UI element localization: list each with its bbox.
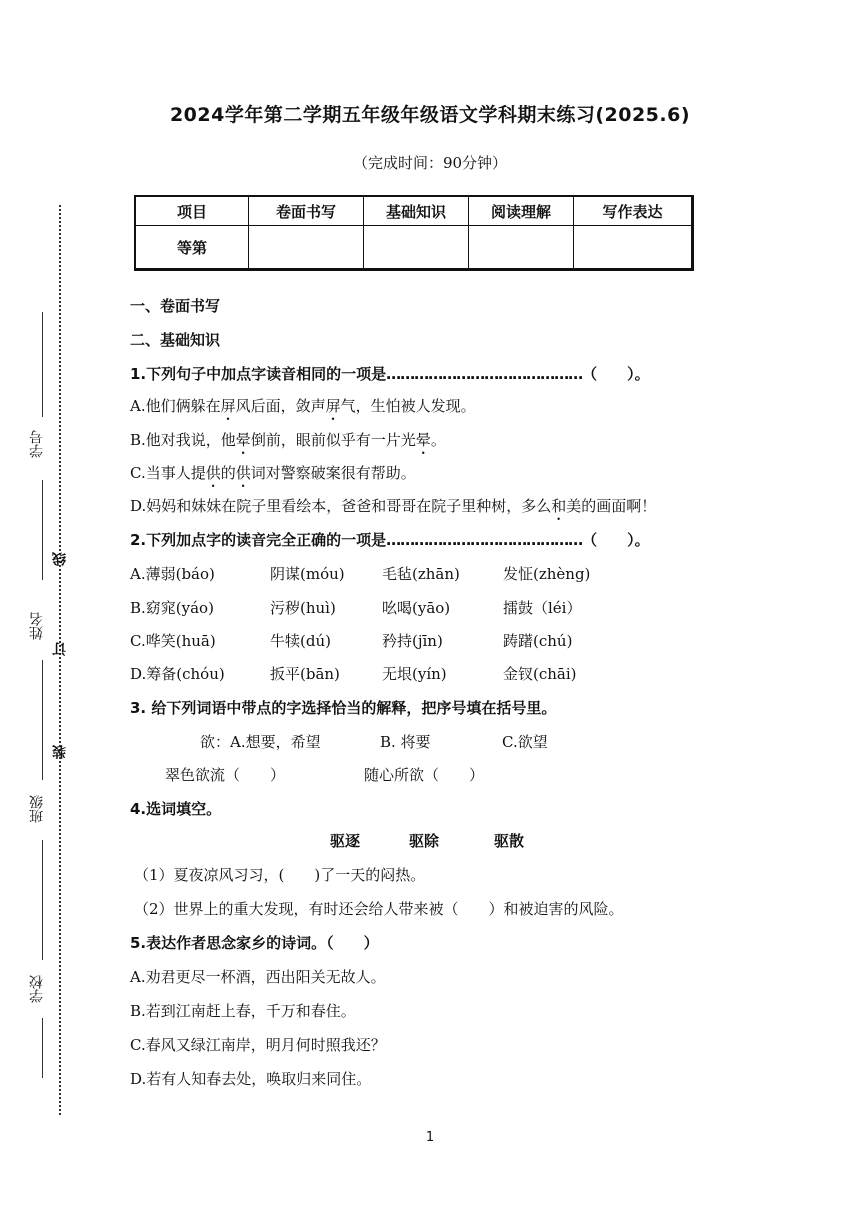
pinyin-item: A.薄弱(báo) xyxy=(130,565,215,583)
question-stem: 4.选词填空。 xyxy=(130,800,222,818)
label-student-id: 学号 xyxy=(29,430,45,458)
fill-item[interactable]: 随心所欲（ ） xyxy=(364,766,485,784)
dotted-char: 晕 xyxy=(415,431,431,449)
dotted-char: 和 xyxy=(551,497,567,515)
field-line-student-id-2 xyxy=(42,480,43,580)
pinyin-item: D.筹备(chóu) xyxy=(130,665,225,683)
exam-time: （完成时间：90分钟） xyxy=(352,154,508,172)
binding-mark-staple: 订 xyxy=(52,642,68,656)
pinyin-item: 吆喝(yāo) xyxy=(382,599,451,617)
word-choice: 驱散 xyxy=(494,832,525,850)
stem-text: 2.下列加点字的读音完全正确的一项是 xyxy=(130,531,387,549)
dotted-char: 供 xyxy=(235,464,251,482)
section-heading: 二、基础知识 xyxy=(130,331,221,349)
option-d: D.若有人知春去处，唤取归来同住。 xyxy=(130,1070,372,1088)
header-cell: 基础知识 xyxy=(364,196,469,226)
label-class: 班级 xyxy=(29,795,45,823)
option-text: 气，生怕被人发现。 xyxy=(340,397,476,415)
pinyin-item: 矜持(jīn) xyxy=(382,632,443,650)
label-school: 学校 xyxy=(29,975,45,1003)
option-text: B.他对我说，他 xyxy=(130,431,236,449)
option-a: A.劝君更尽一杯酒，西出阳关无故人。 xyxy=(130,968,386,986)
dot-leader: …………………………………… xyxy=(386,365,583,383)
stem-text: 1.下列句子中加点字读音相同的一项是 xyxy=(130,365,387,383)
pinyin-item: 擂鼓（léi） xyxy=(503,599,582,617)
pinyin-item: 牛犊(dú) xyxy=(270,632,331,650)
field-line-name xyxy=(42,660,43,780)
option-text: 。 xyxy=(430,431,446,449)
binding-mark-line: 线 xyxy=(52,552,68,566)
pinyin-item: 金钗(chāi) xyxy=(503,665,577,683)
definition: 欲：A.想要，希望 xyxy=(200,733,321,751)
pinyin-item: 阴谋(móu) xyxy=(270,565,345,583)
page-number: 1 xyxy=(425,1130,435,1145)
grade-table xyxy=(134,195,694,271)
dotted-char: 屏 xyxy=(220,397,236,415)
header-cell: 项目 xyxy=(135,196,249,226)
pinyin-item: 扳平(bān) xyxy=(270,665,340,683)
grade-cell[interactable] xyxy=(364,226,469,270)
grade-cell[interactable] xyxy=(469,226,574,270)
dot-leader: …………………………………… xyxy=(386,531,583,549)
pinyin-item: 污秽(huì) xyxy=(270,599,336,617)
option-text: 词对警察破案很有帮助。 xyxy=(250,464,416,482)
option-a xyxy=(130,395,476,424)
pinyin-item: 无垠(yín) xyxy=(382,665,447,683)
pinyin-item: 踌躇(chú) xyxy=(503,632,573,650)
option-text: 美的画面啊！ xyxy=(566,497,657,515)
section-heading: 一、卷面书写 xyxy=(130,297,221,315)
option-text: C.当事人提 xyxy=(130,464,206,482)
option-b: B.若到江南赶上春，千万和春住。 xyxy=(130,1002,356,1020)
pinyin-item: 毛毡(zhān) xyxy=(382,565,460,583)
option-text: D.妈妈和妹妹在院子里看绘本，爸爸和哥哥在院子里种树，多么 xyxy=(130,497,552,515)
field-line-school xyxy=(42,1018,43,1078)
answer-blank[interactable]: （ ）。 xyxy=(582,365,650,383)
dotted-char: 供 xyxy=(205,464,221,482)
option-b xyxy=(130,429,446,458)
pinyin-item: B.窈窕(yáo) xyxy=(130,599,214,617)
dotted-char: 屏 xyxy=(325,397,341,415)
pinyin-item: 发怔(zhèng) xyxy=(503,565,591,583)
grade-cell[interactable] xyxy=(249,226,364,270)
question-stem xyxy=(130,529,650,550)
option-text: A.他们俩躲在 xyxy=(130,397,221,415)
option-d xyxy=(130,495,656,524)
option-text: 风后面，敛声 xyxy=(235,397,326,415)
answer-blank[interactable]: （ ）。 xyxy=(582,531,650,549)
question-stem: 3. 给下列词语中带点的字选择恰当的解释，把序号填在括号里。 xyxy=(130,699,557,717)
option-text: 倒前，眼前似乎有一片光 xyxy=(250,431,416,449)
option-c xyxy=(130,462,416,491)
header-cell: 写作表达 xyxy=(574,196,693,226)
binding-dotted-line xyxy=(59,205,61,1115)
binding-mark-bind: 装 xyxy=(52,745,68,759)
field-line-student-id xyxy=(42,312,43,417)
row-label-grade: 等第 xyxy=(135,226,249,270)
header-cell: 卷面书写 xyxy=(249,196,364,226)
exam-title: 2024学年第二学期五年级年级语文学科期末练习(2025.6) xyxy=(169,104,691,126)
grade-cell[interactable] xyxy=(574,226,693,270)
question-stem xyxy=(130,363,650,384)
dotted-char: 晕 xyxy=(235,431,251,449)
header-cell: 阅读理解 xyxy=(469,196,574,226)
question-stem: 5.表达作者思念家乡的诗词。（ ） xyxy=(130,934,379,952)
definition: B. 将要 xyxy=(380,733,431,751)
fill-sentence[interactable]: （1）夏夜凉风习习，( )了一天的闷热。 xyxy=(134,866,426,884)
word-choice: 驱除 xyxy=(409,832,440,850)
pinyin-item: C.哗笑(huā) xyxy=(130,632,216,650)
option-c: C.春风又绿江南岸，明月何时照我还？ xyxy=(130,1036,386,1054)
label-name: 姓名 xyxy=(29,612,45,640)
fill-item[interactable]: 翠色欲流（ ） xyxy=(165,766,286,784)
fill-sentence[interactable]: （2）世界上的重大发现，有时还会给人带来被（ ）和被迫害的风险。 xyxy=(134,900,624,918)
word-choice: 驱逐 xyxy=(330,832,361,850)
field-line-class xyxy=(42,840,43,960)
option-text: 的 xyxy=(220,464,236,482)
definition: C.欲望 xyxy=(502,733,548,751)
